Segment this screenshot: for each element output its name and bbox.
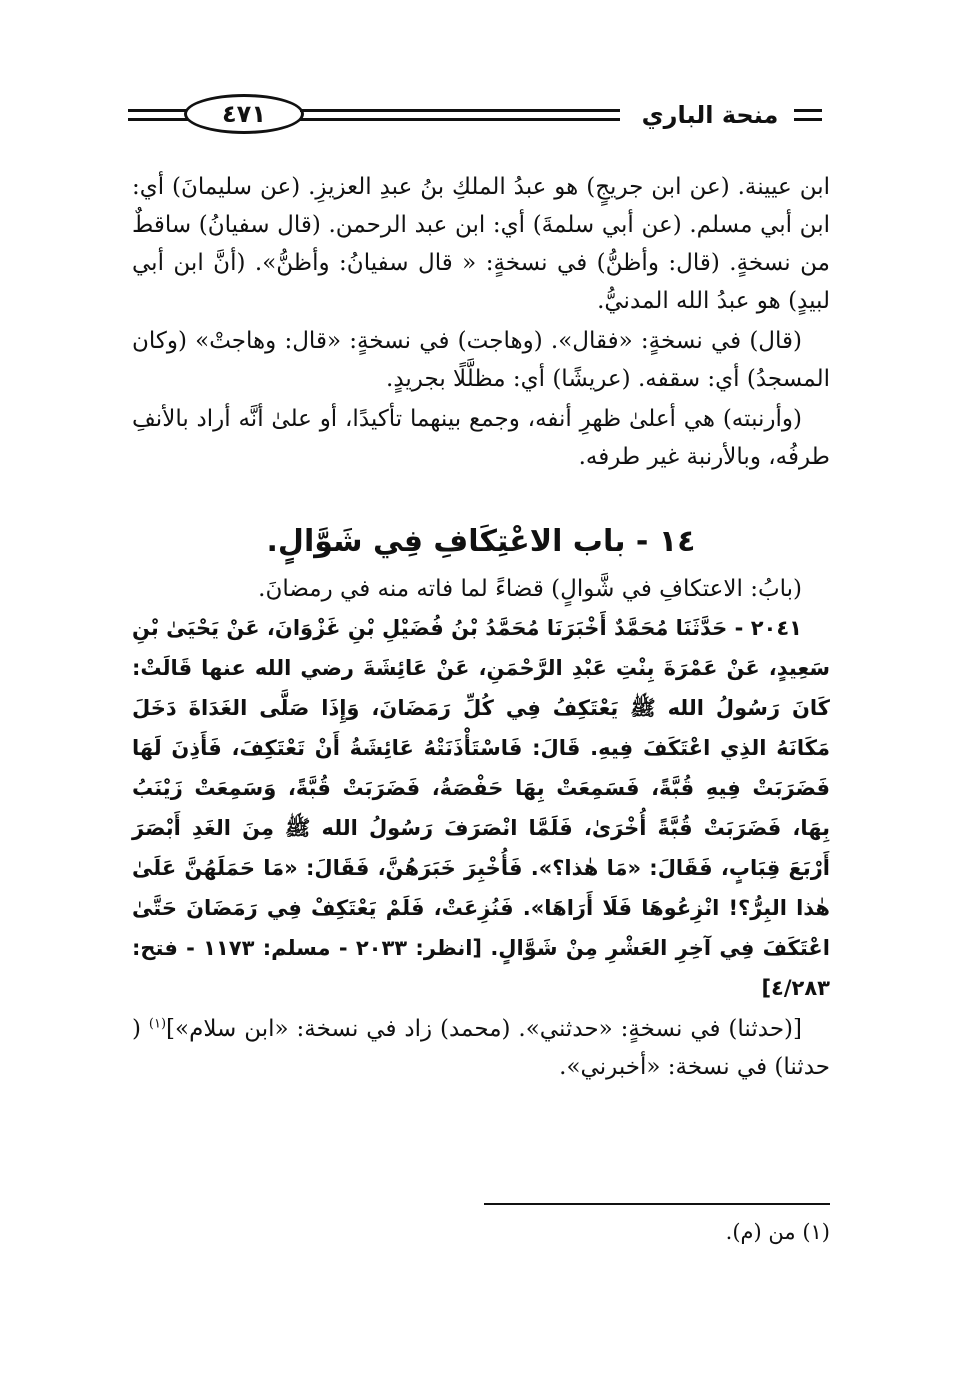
footnote-separator [484, 1203, 830, 1205]
header-rule-right [300, 109, 620, 121]
commentary-5-main: [(حدثنا) في نسخةٍ: «حدثني». (محمد) زاد في نسخة: «ابن سلام»] [166, 1016, 802, 1042]
book-title: منحة الباري [641, 101, 779, 129]
commentary-paragraph-3: (وأرنبته) هي أعلىٰ ظهرِ أنفه، وجمع بينهما تأكيدًا، أو علىٰ أنَّه أراد بالأنفِ طرفُه، وبالأرنبة غير طرفه. [132, 406, 830, 470]
page-number: ٤٧١ [222, 100, 266, 128]
chapter-heading: ١٤ - باب الاعْتِكَافِ فِي شَوَّالٍ. [266, 524, 696, 559]
commentary-paragraph-1: ابن عيينة. (عن ابن جريجٍ) هو عبدُ الملكِ بنُ عبدِ العزيزِ. (عن سليمانَ) أي: ابن أبي مسلم. (عن أبي سلمةَ) أي: ابن عبد الرحمن. (قال سفيانُ) ساقطٌ من نسخةٍ. (قال: وأظنُّ) في نسخةٍ: « قال سفيانُ: وأظنُّ». (أنَّ ابن أبي لبيدٍ) هو عبدُ الله المدنيُّ. [132, 174, 830, 314]
hadith-reference: [انظر: ٢٠٣٣ - مسلم: ١١٧٣ - فتح: ٤/٢٨٣] [132, 936, 830, 1000]
footnote-marker: (١) [148, 1016, 167, 1032]
chapter-commentary: (بابُ: الاعتكافِ في شَّوالٍ) قضاءً لما فاته منه في رمضانَ. [258, 576, 802, 602]
page-body [132, 168, 830, 1086]
page-number-frame [184, 94, 304, 134]
commentary-paragraph-2: (قال) في نسخةٍ: «فقال». (وهاجت) في نسخةٍ: «قال: وهاجتْ» (وكان المسجدُ) أي: سقفه. (عريشًا) أي: مظلَّلًا بجريدٍ. [132, 328, 830, 392]
page-header [128, 92, 818, 140]
hadith-text [132, 608, 830, 1008]
commentary-paragraph-5 [132, 1010, 830, 1086]
header-rule-left [128, 109, 188, 121]
hadith-body: ٢٠٤١ - حَدَّثَنَا مُحَمَّدٌ أَخْبَرَنَا مُحَمَّدُ بْنُ فُضَيْلِ بْنِ غَزْوَانَ، عَنْ يَحْيَىٰ بْنِ سَعِيدٍ، عَنْ عَمْرَةَ بِنْتِ عَبْدِ الرَّحْمَنِ، عَنْ عَائِشَةَ رضي الله عنها قَالَتْ: كَانَ رَسُولُ الله ﷺ يَعْتَكِفُ فِي كُلِّ رَمَضَانَ، وَإِذَا صَلَّى الغَدَاةَ دَخَلَ مَكَانَهُ الذِي اعْتَكَفَ فِيهِ. قَالَ: فَاسْتَأْذَنَتْهُ عَائِشَةُ أَنْ تَعْتَكِفَ، فَأَذِنَ لَهَا فَضَرَبَتْ فِيهِ قُبَّةً، فَسَمِعَتْ بِهَا حَفْصَةُ، فَضَرَبَتْ قُبَّةً، وَسَمِعَتْ زَيْنَبُ بِهَا، فَضَرَبَتْ قُبَّةً أُخْرَىٰ، فَلَمَّا انْصَرَفَ رَسُولُ الله ﷺ مِنَ الغَدِ أَبْصَرَ أَرْبَعَ قِبَابٍ، فَقَالَ: «مَا هٰذا؟». فَأُخْبِرَ خَبَرَهُنَّ، فَقَالَ: «مَا حَمَلَهُنَّ عَلَىٰ هٰذا البِرُّ؟! انْزِعُوهَا فَلَا أَرَاهَا». فَنُزِعَتْ، فَلَمْ يَعْتَكِفْ فِي رَمَضَانَ حَتَّىٰ اعْتَكَفَ فِي آخِرِ العَشْرِ مِنْ شَوَّالٍ. [132, 616, 830, 960]
footnote: (١) من (م). [725, 1220, 830, 1244]
commentary-5-tail: ( حدثنا) في نسخة: «أخبرني». [132, 1016, 830, 1080]
header-dash-right [794, 109, 822, 121]
